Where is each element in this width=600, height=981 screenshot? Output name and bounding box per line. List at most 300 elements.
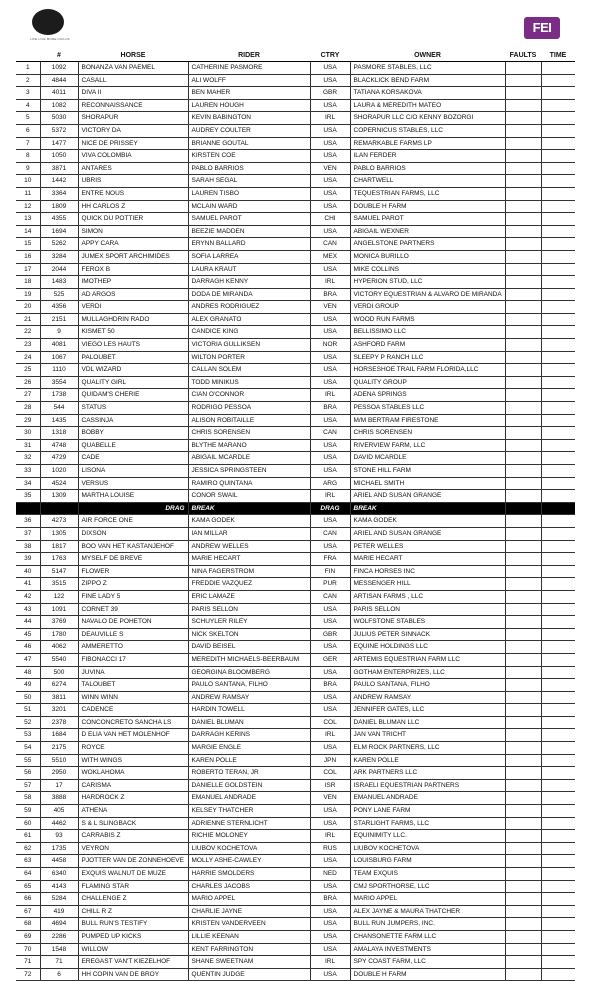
rider-name: JESSICA SPRINGSTEEN	[188, 465, 310, 478]
horse-name: UBRIS	[78, 175, 188, 188]
table-row	[16, 250, 575, 263]
owner-name: ANDREW RAMSAY	[350, 691, 505, 704]
rider-name: LAUREN HOUGH	[188, 99, 310, 112]
time-cell	[541, 767, 575, 780]
country-code: IRL	[310, 490, 350, 503]
table-row	[16, 364, 575, 377]
time-cell	[541, 175, 575, 188]
time-cell	[541, 779, 575, 792]
row-index: 41	[16, 578, 40, 591]
time-cell	[541, 666, 575, 679]
time-cell	[541, 225, 575, 238]
faults-cell	[505, 956, 541, 969]
horse-name: FLOWER	[78, 565, 188, 578]
horse-name: BULL RUN'S TESTIFY	[78, 918, 188, 931]
col-owner-header: OWNER	[350, 50, 505, 62]
country-code: USA	[310, 313, 350, 326]
row-index: 15	[16, 238, 40, 251]
time-cell	[541, 616, 575, 629]
row-index: 46	[16, 641, 40, 654]
faults-cell	[505, 830, 541, 843]
fei-logo: FEI	[524, 17, 560, 39]
faults-cell	[505, 326, 541, 339]
horse-name: WOKLAHOMA	[78, 767, 188, 780]
country-code: USA	[310, 364, 350, 377]
row-index: 67	[16, 905, 40, 918]
horse-name: WINN WINN	[78, 691, 188, 704]
country-code: USA	[310, 200, 350, 213]
competitor-number: 3364	[40, 187, 78, 200]
row-index: 40	[16, 565, 40, 578]
table-row	[16, 578, 575, 591]
row-index: 45	[16, 628, 40, 641]
time-cell	[541, 679, 575, 692]
owner-name: ARIEL AND SUSAN GRANGE	[350, 490, 505, 503]
drag-break-section	[16, 502, 575, 515]
faults-cell	[505, 200, 541, 213]
horse-name: RECONNAISSANCE	[78, 99, 188, 112]
horse-name: AIR FORCE ONE	[78, 515, 188, 528]
row-index: 42	[16, 590, 40, 603]
horse-name: D ELIA VAN HET MOLENHOF	[78, 729, 188, 742]
owner-name: SLEEPY P RANCH LLC	[350, 351, 505, 364]
table-row	[16, 124, 575, 137]
country-code: USA	[310, 326, 350, 339]
row-index: 30	[16, 427, 40, 440]
competitor-number: 2044	[40, 263, 78, 276]
horse-name: CADENCE	[78, 704, 188, 717]
table-body-second-half	[16, 515, 575, 981]
table-row	[16, 880, 575, 893]
country-code: GBR	[310, 87, 350, 100]
owner-name: ELM ROCK PARTNERS, LLC	[350, 742, 505, 755]
competitor-number: 1477	[40, 137, 78, 150]
horse-name: TALOUBET	[78, 679, 188, 692]
faults-cell	[505, 389, 541, 402]
rider-name: DAVID BEISEL	[188, 641, 310, 654]
row-index: 6	[16, 124, 40, 137]
row-index: 19	[16, 288, 40, 301]
col-rider-header: RIDER	[188, 50, 310, 62]
rider-name: SCHUYLER RILEY	[188, 616, 310, 629]
table-row	[16, 628, 575, 641]
country-code: CAN	[310, 238, 350, 251]
time-cell	[541, 792, 575, 805]
competitor-number: 17	[40, 779, 78, 792]
faults-cell	[505, 452, 541, 465]
competitor-number: 4729	[40, 452, 78, 465]
row-index: 71	[16, 956, 40, 969]
faults-cell	[505, 880, 541, 893]
row-index: 13	[16, 213, 40, 226]
row-index: 60	[16, 817, 40, 830]
time-cell	[541, 263, 575, 276]
owner-name: ALEX JAYNE & MAURA THATCHER	[350, 905, 505, 918]
table-body-first-half	[16, 62, 575, 503]
country-code: IRL	[310, 389, 350, 402]
table-row	[16, 905, 575, 918]
competitor-number: 405	[40, 805, 78, 818]
owner-name: CHANSONETTE FARM LLC	[350, 930, 505, 943]
table-row	[16, 805, 575, 818]
rider-name: CATHERINE PASMORE	[188, 62, 310, 75]
time-cell	[541, 339, 575, 352]
competitor-number: 1442	[40, 175, 78, 188]
competitor-number: 3769	[40, 616, 78, 629]
competitor-number: 3888	[40, 792, 78, 805]
faults-cell	[505, 590, 541, 603]
faults-cell	[505, 968, 541, 981]
time-cell	[541, 968, 575, 981]
owner-name: DOUBLE H FARM	[350, 200, 505, 213]
table-row	[16, 767, 575, 780]
row-index: 4	[16, 99, 40, 112]
row-index: 72	[16, 968, 40, 981]
horse-name: IMOTHEP	[78, 276, 188, 289]
row-index: 62	[16, 842, 40, 855]
rider-name: ADRIENNE STERNLICHT	[188, 817, 310, 830]
table-row	[16, 351, 575, 364]
owner-name: EQUINE HOLDINGS LLC	[350, 641, 505, 654]
table-row	[16, 389, 575, 402]
table-row	[16, 162, 575, 175]
time-cell	[541, 628, 575, 641]
rider-name: AUDREY COULTER	[188, 124, 310, 137]
faults-cell	[505, 628, 541, 641]
order-of-go-table	[16, 50, 575, 981]
owner-name: SAMUEL PAROT	[350, 213, 505, 226]
row-index: 17	[16, 263, 40, 276]
owner-name: CHARTWELL	[350, 175, 505, 188]
time-cell	[541, 590, 575, 603]
horse-name: CONCONCRETO SANCHA LS	[78, 716, 188, 729]
owner-name: ILAN FERDER	[350, 150, 505, 163]
country-code: USA	[310, 150, 350, 163]
horse-name: NICE DE PRISSEY	[78, 137, 188, 150]
rider-name: MARIE HECART	[188, 553, 310, 566]
drag-blank-4	[541, 502, 575, 515]
row-index: 64	[16, 868, 40, 881]
rider-name: KIRSTEN COE	[188, 150, 310, 163]
horse-name: VICTORY DA	[78, 124, 188, 137]
rider-name: CALLAN SOLEM	[188, 364, 310, 377]
faults-cell	[505, 805, 541, 818]
owner-name: MIKE COLLINS	[350, 263, 505, 276]
horse-name: CORNET 39	[78, 603, 188, 616]
competitor-number: 1318	[40, 427, 78, 440]
rider-name: DARRAGH KENNY	[188, 276, 310, 289]
country-code: USA	[310, 603, 350, 616]
table-row	[16, 439, 575, 452]
table-row	[16, 213, 575, 226]
competitor-number: 3201	[40, 704, 78, 717]
horse-name: ANTARES	[78, 162, 188, 175]
rider-name: ERIC LAMAZE	[188, 590, 310, 603]
owner-name: CHRIS SORENSEN	[350, 427, 505, 440]
faults-cell	[505, 817, 541, 830]
time-cell	[541, 402, 575, 415]
horse-name: ATHENA	[78, 805, 188, 818]
rider-name: FREDDIE VAZQUEZ	[188, 578, 310, 591]
drag-break-row	[16, 502, 575, 515]
time-cell	[541, 137, 575, 150]
table-row	[16, 590, 575, 603]
time-cell	[541, 490, 575, 503]
rider-name: NINA FAGERSTROM	[188, 565, 310, 578]
country-code: IRL	[310, 276, 350, 289]
faults-cell	[505, 427, 541, 440]
competitor-number: 1020	[40, 465, 78, 478]
competitor-number: 1684	[40, 729, 78, 742]
owner-name: HYPERION STUD, LLC	[350, 276, 505, 289]
row-index: 55	[16, 754, 40, 767]
rider-name: SARAH SEGAL	[188, 175, 310, 188]
horse-name: CASALL	[78, 74, 188, 87]
rider-name: KAREN POLLE	[188, 754, 310, 767]
horse-name: VIEGO LES HAUTS	[78, 339, 188, 352]
time-cell	[541, 641, 575, 654]
horse-name: KISMET 50	[78, 326, 188, 339]
country-code: USA	[310, 691, 350, 704]
row-index: 35	[16, 490, 40, 503]
time-cell	[541, 905, 575, 918]
horse-name: S & L SLINGBACK	[78, 817, 188, 830]
time-cell	[541, 313, 575, 326]
country-code: USA	[310, 930, 350, 943]
time-cell	[541, 376, 575, 389]
competitor-number: 5540	[40, 653, 78, 666]
faults-cell	[505, 653, 541, 666]
competitor-number: 4524	[40, 477, 78, 490]
rider-name: RICHIE MOLONEY	[188, 830, 310, 843]
country-code: USA	[310, 855, 350, 868]
rider-name: LILLIE KEENAN	[188, 930, 310, 943]
horse-name: AD ARGOS	[78, 288, 188, 301]
table-row	[16, 930, 575, 943]
rider-name: MOLLY ASHE-CAWLEY	[188, 855, 310, 868]
country-code: USA	[310, 704, 350, 717]
table-row	[16, 679, 575, 692]
table-row	[16, 402, 575, 415]
competitor-number: 3871	[40, 162, 78, 175]
time-cell	[541, 565, 575, 578]
rider-name: ANDREW WELLES	[188, 540, 310, 553]
faults-cell	[505, 137, 541, 150]
horse-name: VERSUS	[78, 477, 188, 490]
owner-name: PAULO SANTANA, FILHO	[350, 679, 505, 692]
country-code: USA	[310, 439, 350, 452]
competitor-number: 1309	[40, 490, 78, 503]
country-code: BRA	[310, 402, 350, 415]
logo-emblem-icon	[32, 9, 64, 35]
owner-name: PABLO BARRIOS	[350, 162, 505, 175]
faults-cell	[505, 213, 541, 226]
country-code: CHI	[310, 213, 350, 226]
country-code: BRA	[310, 893, 350, 906]
competitor-number: 2151	[40, 313, 78, 326]
competitor-number: 4273	[40, 515, 78, 528]
competitor-number: 4062	[40, 641, 78, 654]
horse-name: FIBONACCI 17	[78, 653, 188, 666]
horse-name: SIMON	[78, 225, 188, 238]
competitor-number: 4462	[40, 817, 78, 830]
competitor-number: 4081	[40, 339, 78, 352]
horse-name: PUMPED UP KICKS	[78, 930, 188, 943]
country-code: USA	[310, 99, 350, 112]
country-code: USA	[310, 465, 350, 478]
time-cell	[541, 112, 575, 125]
competitor-number: 4694	[40, 918, 78, 931]
row-index: 49	[16, 679, 40, 692]
table-row	[16, 540, 575, 553]
competitor-number: 3811	[40, 691, 78, 704]
faults-cell	[505, 150, 541, 163]
rider-name: ERYNN BALLARD	[188, 238, 310, 251]
owner-name: LIUBOV KOCHETOVA	[350, 842, 505, 855]
table-row	[16, 200, 575, 213]
rider-name: LIUBOV KOCHETOVA	[188, 842, 310, 855]
country-code: USA	[310, 540, 350, 553]
rider-name: GEORGINA BLOOMBERG	[188, 666, 310, 679]
faults-cell	[505, 515, 541, 528]
owner-name: PARIS SELLON	[350, 603, 505, 616]
rider-name: CHARLIE JAYNE	[188, 905, 310, 918]
horse-name: NAVALO DE POHETON	[78, 616, 188, 629]
rider-name: BRIANNE GOUTAL	[188, 137, 310, 150]
table-row	[16, 326, 575, 339]
time-cell	[541, 553, 575, 566]
competitor-number: 4748	[40, 439, 78, 452]
horse-name: DIXSON	[78, 527, 188, 540]
rider-name: PAULO SANTANA, FILHO	[188, 679, 310, 692]
owner-name: KAMA GODEK	[350, 515, 505, 528]
table-row	[16, 956, 575, 969]
horse-name: VERDI	[78, 301, 188, 314]
country-code: USA	[310, 187, 350, 200]
country-code: USA	[310, 351, 350, 364]
country-code: USA	[310, 137, 350, 150]
country-code: USA	[310, 666, 350, 679]
rider-name: ALISON ROBITAILLE	[188, 414, 310, 427]
competitor-number: 1110	[40, 364, 78, 377]
owner-name: TEAM EXQUIS	[350, 868, 505, 881]
country-code: USA	[310, 263, 350, 276]
competitor-number: 4143	[40, 880, 78, 893]
row-index: 44	[16, 616, 40, 629]
row-index: 16	[16, 250, 40, 263]
time-cell	[541, 74, 575, 87]
country-code: USA	[310, 905, 350, 918]
table-row	[16, 74, 575, 87]
faults-cell	[505, 691, 541, 704]
table-row	[16, 968, 575, 981]
rider-name: KENT FARRINGTON	[188, 943, 310, 956]
competitor-number: 4355	[40, 213, 78, 226]
rider-name: IAN MILLAR	[188, 527, 310, 540]
faults-cell	[505, 175, 541, 188]
table-row	[16, 339, 575, 352]
competitor-number: 4356	[40, 301, 78, 314]
competitor-number: 1483	[40, 276, 78, 289]
table-row	[16, 792, 575, 805]
competitor-number: 122	[40, 590, 78, 603]
horse-name: FEROX B	[78, 263, 188, 276]
owner-name: MONICA BURILLO	[350, 250, 505, 263]
faults-cell	[505, 414, 541, 427]
time-cell	[541, 729, 575, 742]
faults-cell	[505, 439, 541, 452]
time-cell	[541, 578, 575, 591]
time-cell	[541, 439, 575, 452]
owner-name: CMJ SPORTHORSE, LLC	[350, 880, 505, 893]
time-cell	[541, 301, 575, 314]
horse-name: WITH WINGS	[78, 754, 188, 767]
rider-name: LAURA KRAUT	[188, 263, 310, 276]
owner-name: SPY COAST FARM, LLC	[350, 956, 505, 969]
table-row	[16, 729, 575, 742]
time-cell	[541, 389, 575, 402]
country-code: BRA	[310, 679, 350, 692]
horse-name: ZIPPO Z	[78, 578, 188, 591]
table-row	[16, 704, 575, 717]
row-index: 28	[16, 402, 40, 415]
competitor-number: 2378	[40, 716, 78, 729]
time-cell	[541, 653, 575, 666]
page-header	[0, 0, 600, 48]
row-index: 11	[16, 187, 40, 200]
faults-cell	[505, 603, 541, 616]
owner-name: COPERNICUS STABLES, LLC	[350, 124, 505, 137]
owner-name: ISRAELI EQUESTRIAN PARTNERS	[350, 779, 505, 792]
time-cell	[541, 603, 575, 616]
rider-name: MARIO APPEL	[188, 893, 310, 906]
horse-name: MULLAGHDRIN RADO	[78, 313, 188, 326]
country-code: JPN	[310, 754, 350, 767]
time-cell	[541, 62, 575, 75]
competitor-number: 6	[40, 968, 78, 981]
competitor-number: 5147	[40, 565, 78, 578]
country-code: USA	[310, 515, 350, 528]
time-cell	[541, 238, 575, 251]
country-code: VEN	[310, 162, 350, 175]
break-label: BREAK	[188, 502, 310, 515]
rider-name: HARRIE SMOLDERS	[188, 868, 310, 881]
time-cell	[541, 930, 575, 943]
table-row	[16, 868, 575, 881]
table-row	[16, 414, 575, 427]
break-label-2: BREAK	[350, 502, 505, 515]
logo-tagline: LIFE LIVE MORE INCLUS	[30, 37, 70, 41]
col-index-header	[16, 50, 40, 62]
table-row	[16, 225, 575, 238]
row-index: 65	[16, 880, 40, 893]
country-code: ISR	[310, 779, 350, 792]
rider-name: KELSEY THATCHER	[188, 805, 310, 818]
time-cell	[541, 465, 575, 478]
row-index: 47	[16, 653, 40, 666]
owner-name: ARK PARTNERS LLC	[350, 767, 505, 780]
owner-name: STONE HILL FARM	[350, 465, 505, 478]
table-header-row	[16, 50, 575, 62]
horse-name: VIVA COLOMBIA	[78, 150, 188, 163]
faults-cell	[505, 767, 541, 780]
row-index: 37	[16, 527, 40, 540]
horse-name: JUVINA	[78, 666, 188, 679]
rider-name: TODD MINIKUS	[188, 376, 310, 389]
faults-cell	[505, 402, 541, 415]
competitor-number: 1817	[40, 540, 78, 553]
row-index: 22	[16, 326, 40, 339]
